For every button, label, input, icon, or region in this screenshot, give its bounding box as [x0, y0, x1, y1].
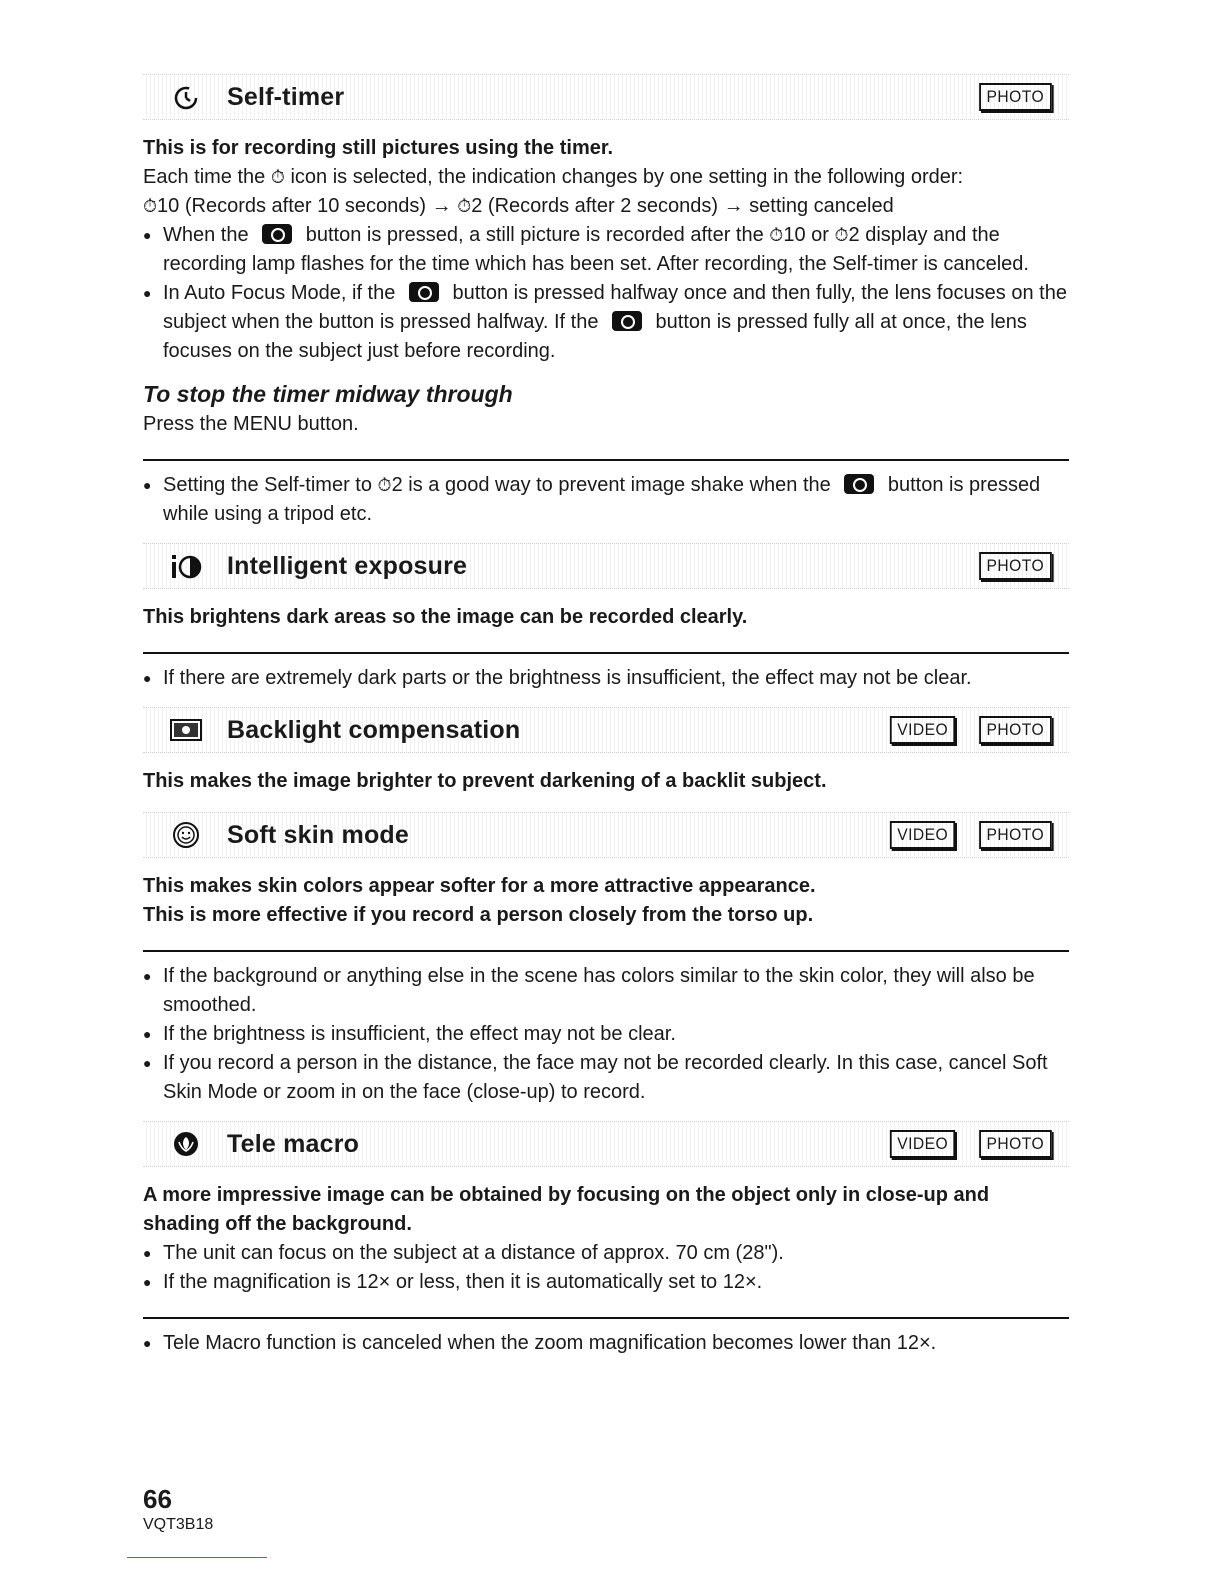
section-lead: This is more effective if you record a person closely from the torso up. — [143, 904, 814, 926]
video-badge: VIDEO — [890, 1130, 956, 1158]
self-timer-icon: ⏱ — [457, 196, 472, 216]
note-block — [143, 459, 1069, 529]
note-block — [143, 652, 1069, 693]
camera-button-icon — [612, 311, 642, 331]
list-item: ● If the brightness is insufficient, the effect may not be clear. — [143, 1020, 1069, 1049]
video-badge: VIDEO — [890, 716, 956, 744]
soft-skin-icon — [169, 820, 203, 850]
camera-button-icon — [844, 474, 874, 494]
page-number: 66 — [143, 1484, 172, 1514]
camera-button-icon — [409, 282, 439, 302]
list-item: ● In Auto Focus Mode, if the button is pressed halfway once and then fully, the lens focuses on the subject when the button is pressed halfway. If the button is pressed fully all at once, the lens focuses on the subject just before recording. — [143, 279, 1069, 366]
manual-page — [143, 74, 1069, 1358]
self-timer-icon: ⏱ — [834, 225, 849, 245]
section-lead: This is for recording still pictures using the timer. — [143, 137, 614, 159]
section-title: Tele macro — [227, 1129, 360, 1158]
self-timer-icon — [169, 82, 203, 112]
list-item: ● The unit can focus on the subject at a distance of approx. 70 cm (28"). — [143, 1239, 1069, 1268]
subheading: To stop the timer midway through — [143, 381, 513, 407]
section-header-backlight — [143, 707, 1069, 753]
photo-badge: PHOTO — [980, 83, 1052, 111]
list-item: ● If the magnification is 12× or less, then it is automatically set to 12×. — [143, 1268, 1069, 1297]
footer-divider — [127, 1557, 267, 1558]
photo-badge: PHOTO — [980, 552, 1052, 580]
note-block — [143, 950, 1069, 1107]
section-header-intelligent-exposure — [143, 543, 1069, 589]
intelligent-exposure-icon — [169, 551, 203, 581]
self-timer-icon: ⏱ — [143, 196, 158, 216]
video-badge: VIDEO — [890, 821, 956, 849]
list-item: ● Tele Macro function is canceled when the zoom magnification becomes lower than 12×. — [143, 1329, 1069, 1358]
backlight-icon — [169, 715, 203, 745]
section-title: Backlight compensation — [227, 715, 521, 744]
section-lead: This brightens dark areas so the image can be recorded clearly. — [143, 606, 748, 628]
photo-badge: PHOTO — [980, 1130, 1052, 1158]
bullet-list — [143, 1239, 1069, 1297]
section-title: Intelligent exposure — [227, 551, 468, 580]
self-timer-icon: ⏱ — [377, 475, 392, 495]
note-block — [143, 1317, 1069, 1358]
section-lead: This makes skin colors appear softer for a more attractive appearance. — [143, 875, 816, 897]
section-header-tele-macro — [143, 1121, 1069, 1167]
body-text: ⏱10 (Records after 10 seconds) → ⏱2 (Records after 2 seconds) → setting canceled — [143, 195, 894, 217]
section-lead: A more impressive image can be obtained by focusing on the object only in close-up and shading off the background. — [143, 1184, 990, 1235]
body-text: Each time the ⏱ icon is selected, the indication changes by one setting in the following order: — [143, 166, 964, 188]
body-text: Press the MENU button. — [143, 413, 359, 435]
list-item: ● If you record a person in the distance, the face may not be recorded clearly. In this case, cancel Soft Skin Mode or zoom in on the face (close-up) to record. — [143, 1049, 1069, 1107]
document-code: VQT3B18 — [143, 1516, 214, 1533]
self-timer-icon: ⏱ — [270, 167, 285, 187]
section-title: Soft skin mode — [227, 820, 409, 849]
section-header-soft-skin — [143, 812, 1069, 858]
self-timer-icon: ⏱ — [769, 225, 784, 245]
tele-macro-icon — [169, 1129, 203, 1159]
section-lead: This makes the image brighter to prevent darkening of a backlit subject. — [143, 770, 827, 792]
list-item: ● Setting the Self-timer to ⏱2 is a good way to prevent image shake when the button is pressed while using a tripod etc. — [143, 471, 1069, 529]
photo-badge: PHOTO — [980, 716, 1052, 744]
list-item: ● If the background or anything else in the scene has colors similar to the skin color, they will also be smoothed. — [143, 962, 1069, 1020]
section-title: Self-timer — [227, 82, 345, 111]
section-header-self-timer — [143, 74, 1069, 120]
bullet-list — [143, 221, 1069, 366]
list-item: ● When the button is pressed, a still picture is recorded after the ⏱10 or ⏱2 display and the recording lamp flashes for the time which has been set. After recording, the Self-timer is canceled. — [143, 221, 1069, 279]
photo-badge: PHOTO — [980, 821, 1052, 849]
camera-button-icon — [262, 224, 292, 244]
list-item: ● If there are extremely dark parts or the brightness is insufficient, the effect may not be clear. — [143, 664, 1069, 693]
